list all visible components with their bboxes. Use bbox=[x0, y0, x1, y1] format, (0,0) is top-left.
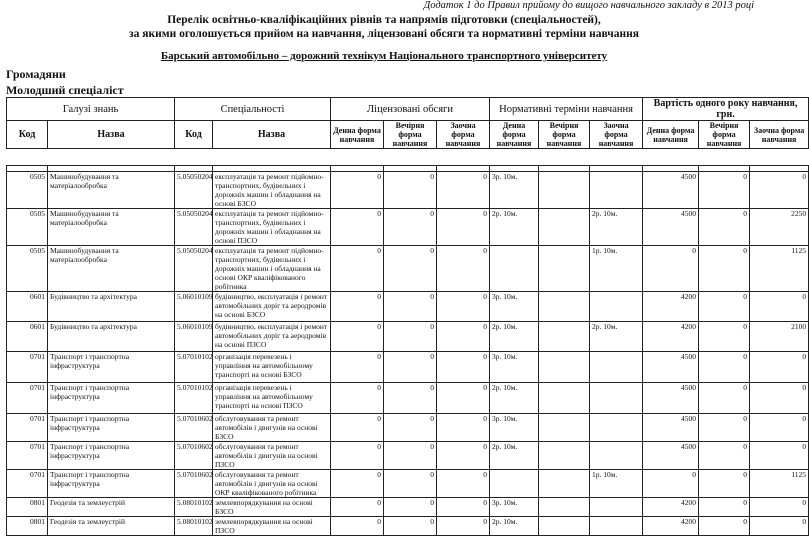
cell-cost-day: 4500 bbox=[643, 209, 699, 246]
cell-licensed-extramural: 0 bbox=[437, 322, 490, 352]
header-field-code: Код bbox=[7, 121, 48, 149]
cell-cost-extramural: 0 bbox=[750, 517, 809, 536]
cell-field-name: Машинобудування та матеріалообробка bbox=[48, 172, 175, 209]
cell-field-code: 0701 bbox=[7, 383, 48, 414]
cell-specialty-name: організація перевезень і управління на автомобільному транспорті на основі БЗСО bbox=[213, 352, 331, 383]
cell-field-name: Транспорт і транспортна інфраструктура bbox=[48, 470, 175, 498]
cell-specialty-code: 5.06010109 bbox=[175, 292, 213, 322]
cell-term-extramural bbox=[590, 352, 643, 383]
institution-name: Барський автомобільно – дорожний технікум Національного транспортного університету bbox=[160, 50, 608, 62]
cell-cost-day: 4200 bbox=[643, 292, 699, 322]
table-row bbox=[7, 209, 809, 246]
cell-licensed-extramural: 0 bbox=[437, 517, 490, 536]
cell-cost-evening: 0 bbox=[699, 209, 750, 246]
cell-licensed-extramural: 0 bbox=[437, 172, 490, 209]
cell-term-extramural bbox=[590, 172, 643, 209]
header-cost-extramural: Заочна форма навчання bbox=[750, 121, 809, 149]
cell-specialty-code: 5.08010102 bbox=[175, 498, 213, 517]
cell-field-name: Транспорт і транспортна інфраструктура bbox=[48, 414, 175, 442]
cell-cost-extramural: 0 bbox=[750, 442, 809, 470]
cell-term-day: 3р. 10м. bbox=[490, 498, 539, 517]
cell-licensed-extramural: 0 bbox=[437, 442, 490, 470]
cell-specialty-name: землевпорядкування на основі БЗСО bbox=[213, 498, 331, 517]
cell-term-extramural: 1р. 10м. bbox=[590, 470, 643, 498]
cell-licensed-evening: 0 bbox=[384, 292, 437, 322]
cell-cost-extramural: 0 bbox=[750, 172, 809, 209]
table-row bbox=[7, 383, 809, 414]
cell-licensed-extramural: 0 bbox=[437, 246, 490, 292]
cell-field-code: 0505 bbox=[7, 172, 48, 209]
header-cost: Вартість одного року навчання, грн. bbox=[643, 98, 809, 121]
table-row bbox=[7, 442, 809, 470]
table-row bbox=[7, 498, 809, 517]
cell-term-day: 2р. 10м. bbox=[490, 383, 539, 414]
cell-cost-evening: 0 bbox=[699, 172, 750, 209]
cell-term-evening bbox=[539, 322, 590, 352]
cell-cost-evening: 0 bbox=[699, 322, 750, 352]
cell-term-extramural bbox=[590, 383, 643, 414]
table-row bbox=[7, 352, 809, 383]
table-spacer bbox=[7, 149, 809, 166]
header-lic-day: Денна форма навчання bbox=[331, 121, 384, 149]
cell-cost-day: 4500 bbox=[643, 442, 699, 470]
cell-field-code: 0505 bbox=[7, 209, 48, 246]
header-field: Галузі знань bbox=[7, 98, 175, 121]
header-spec-code: Код bbox=[175, 121, 213, 149]
cell-field-name: Транспорт і транспортна інфраструктура bbox=[48, 442, 175, 470]
table-row bbox=[7, 517, 809, 536]
cell-cost-day: 4500 bbox=[643, 383, 699, 414]
document-title-line2: за якими оголошується прийом на навчання, ліцензовані обсяги та нормативні терміни навчання bbox=[129, 28, 639, 40]
cell-cost-evening: 0 bbox=[699, 498, 750, 517]
cell-licensed-day: 0 bbox=[331, 352, 384, 383]
cell-field-code: 0801 bbox=[7, 498, 48, 517]
cell-licensed-evening: 0 bbox=[384, 352, 437, 383]
cell-term-extramural: 2р. 10м. bbox=[590, 322, 643, 352]
programs-table bbox=[6, 97, 809, 536]
cell-field-name: Транспорт і транспортна інфраструктура bbox=[48, 383, 175, 414]
cell-term-evening bbox=[539, 246, 590, 292]
header-licensed: Ліцензовані обсяги bbox=[331, 98, 490, 121]
cell-specialty-name: будівництво, експлуатація і ремонт автомобільних доріг та аеродромів на основі ПЗСО bbox=[213, 322, 331, 352]
cell-term-evening bbox=[539, 442, 590, 470]
cell-field-code: 0701 bbox=[7, 442, 48, 470]
cell-cost-extramural: 0 bbox=[750, 498, 809, 517]
cell-field-name: Транспорт і транспортна інфраструктура bbox=[48, 352, 175, 383]
cell-licensed-day: 0 bbox=[331, 470, 384, 498]
cell-term-extramural: 1р. 10м. bbox=[590, 246, 643, 292]
cell-cost-evening: 0 bbox=[699, 470, 750, 498]
cell-licensed-extramural: 0 bbox=[437, 414, 490, 442]
cell-cost-extramural: 2100 bbox=[750, 322, 809, 352]
cell-licensed-evening: 0 bbox=[384, 383, 437, 414]
cell-licensed-day: 0 bbox=[331, 383, 384, 414]
cell-specialty-name: обслуговування та ремонт автомобілів і двигунів на основі ОКР кваліфікованого робітника bbox=[213, 470, 331, 498]
cell-cost-extramural: 1125 bbox=[750, 246, 809, 292]
cell-term-evening bbox=[539, 292, 590, 322]
cell-cost-day: 4200 bbox=[643, 322, 699, 352]
cell-cost-extramural: 2250 bbox=[750, 209, 809, 246]
cell-cost-day: 0 bbox=[643, 246, 699, 292]
cell-licensed-day: 0 bbox=[331, 172, 384, 209]
cell-cost-extramural: 0 bbox=[750, 383, 809, 414]
cell-term-day: 3р. 10м. bbox=[490, 414, 539, 442]
table-row bbox=[7, 246, 809, 292]
header-terms: Нормативні терміни навчання bbox=[490, 98, 643, 121]
cell-term-evening bbox=[539, 414, 590, 442]
cell-licensed-day: 0 bbox=[331, 498, 384, 517]
cell-cost-day: 4200 bbox=[643, 517, 699, 536]
header-term-extramural: Заочна форма навчання bbox=[590, 121, 643, 149]
table-row bbox=[7, 470, 809, 498]
cell-licensed-extramural: 0 bbox=[437, 470, 490, 498]
cell-licensed-extramural: 0 bbox=[437, 352, 490, 383]
cell-specialty-name: обслуговування та ремонт автомобілів і двигунів на основі БЗСО bbox=[213, 414, 331, 442]
cell-cost-day: 4500 bbox=[643, 414, 699, 442]
cell-field-name: Будівництво та архітектура bbox=[48, 322, 175, 352]
cell-field-name: Геодезія та землеустрій bbox=[48, 517, 175, 536]
cell-licensed-extramural: 0 bbox=[437, 383, 490, 414]
cell-term-evening bbox=[539, 498, 590, 517]
cell-specialty-code: 5.08010102 bbox=[175, 517, 213, 536]
cell-cost-day: 0 bbox=[643, 470, 699, 498]
header-term-evening: Вечірня форма навчання bbox=[539, 121, 590, 149]
cell-cost-day: 4200 bbox=[643, 498, 699, 517]
table-row bbox=[7, 172, 809, 209]
cell-licensed-evening: 0 bbox=[384, 172, 437, 209]
cell-term-extramural: 2р. 10м. bbox=[590, 209, 643, 246]
cell-term-evening bbox=[539, 470, 590, 498]
cell-term-day: 2р. 10м. bbox=[490, 209, 539, 246]
cell-licensed-evening: 0 bbox=[384, 322, 437, 352]
cell-term-evening bbox=[539, 172, 590, 209]
cell-cost-evening: 0 bbox=[699, 352, 750, 383]
header-term-day: Денна форма навчання bbox=[490, 121, 539, 149]
cell-cost-evening: 0 bbox=[699, 246, 750, 292]
cell-licensed-day: 0 bbox=[331, 517, 384, 536]
cell-cost-evening: 0 bbox=[699, 292, 750, 322]
cell-specialty-name: організація перевезень і управління на автомобільному транспорті на основі ПЗСО bbox=[213, 383, 331, 414]
header-cost-evening: Вечірня форма навчання bbox=[699, 121, 750, 149]
table-row bbox=[7, 292, 809, 322]
cell-field-code: 0701 bbox=[7, 352, 48, 383]
header-cost-day: Денна форма навчання bbox=[643, 121, 699, 149]
cell-licensed-day: 0 bbox=[331, 246, 384, 292]
cell-cost-extramural: 0 bbox=[750, 352, 809, 383]
cell-term-evening bbox=[539, 383, 590, 414]
cell-field-name: Геодезія та землеустрій bbox=[48, 498, 175, 517]
cell-specialty-code: 5.05050204 bbox=[175, 246, 213, 292]
cell-specialty-code: 5.05050204 bbox=[175, 209, 213, 246]
cell-field-code: 0601 bbox=[7, 292, 48, 322]
cell-term-day: 2р. 10м. bbox=[490, 517, 539, 536]
cell-licensed-evening: 0 bbox=[384, 470, 437, 498]
cell-term-extramural bbox=[590, 442, 643, 470]
table-row bbox=[7, 322, 809, 352]
cell-specialty-name: землевпорядкування на основі ПЗСО bbox=[213, 517, 331, 536]
cell-term-day bbox=[490, 470, 539, 498]
cell-cost-evening: 0 bbox=[699, 442, 750, 470]
cell-term-day: 3р. 10м. bbox=[490, 292, 539, 322]
cell-licensed-day: 0 bbox=[331, 209, 384, 246]
cell-specialty-code: 5.05050204 bbox=[175, 172, 213, 209]
cell-licensed-evening: 0 bbox=[384, 246, 437, 292]
cell-licensed-evening: 0 bbox=[384, 517, 437, 536]
cell-term-evening bbox=[539, 209, 590, 246]
cell-specialty-code: 5.07010102 bbox=[175, 352, 213, 383]
cell-field-code: 0801 bbox=[7, 517, 48, 536]
cell-field-code: 0701 bbox=[7, 414, 48, 442]
cell-field-code: 0505 bbox=[7, 246, 48, 292]
cell-field-name: Будівництво та архітектура bbox=[48, 292, 175, 322]
cell-term-day: 3р. 10м. bbox=[490, 352, 539, 383]
cell-field-name: Машинобудування та матеріалообробка bbox=[48, 246, 175, 292]
cell-specialty-name: будівництво, експлуатація і ремонт автомобільних доріг та аеродромів на основі БЗСО bbox=[213, 292, 331, 322]
cell-cost-extramural: 0 bbox=[750, 414, 809, 442]
header-lic-evening: Вечірня форма навчання bbox=[384, 121, 437, 149]
cell-specialty-name: експлуатація та ремонт підйомно-транспортних, будівельних і дорожніх машин і обладнання на основі ПЗСО bbox=[213, 209, 331, 246]
cell-licensed-evening: 0 bbox=[384, 498, 437, 517]
cell-licensed-day: 0 bbox=[331, 414, 384, 442]
header-field-name: Назва bbox=[48, 121, 175, 149]
cell-licensed-day: 0 bbox=[331, 292, 384, 322]
cell-term-day bbox=[490, 246, 539, 292]
cell-term-extramural bbox=[590, 414, 643, 442]
cell-specialty-code: 5.07010102 bbox=[175, 383, 213, 414]
cell-field-code: 0601 bbox=[7, 322, 48, 352]
cell-specialty-code: 5.06010109 bbox=[175, 322, 213, 352]
cell-field-name: Машинобудування та матеріалообробка bbox=[48, 209, 175, 246]
section-heading: Громадяни bbox=[6, 67, 66, 81]
level-heading: Молодший спеціаліст bbox=[6, 83, 124, 97]
header-lic-extramural: Заочна форма навчання bbox=[437, 121, 490, 149]
appendix-note: Додаток 1 до Правил прийому до вищого навчального закладу в 2013 році bbox=[423, 0, 754, 11]
header-specialty: Спеціальності bbox=[175, 98, 331, 121]
cell-cost-evening: 0 bbox=[699, 414, 750, 442]
cell-term-evening bbox=[539, 352, 590, 383]
cell-term-extramural bbox=[590, 498, 643, 517]
cell-cost-evening: 0 bbox=[699, 383, 750, 414]
cell-licensed-extramural: 0 bbox=[437, 292, 490, 322]
cell-licensed-evening: 0 bbox=[384, 442, 437, 470]
cell-term-day: 2р. 10м. bbox=[490, 322, 539, 352]
table-row bbox=[7, 414, 809, 442]
cell-specialty-code: 5.07010602 bbox=[175, 414, 213, 442]
document-title-line1: Перелік освітньо-кваліфікаційних рівнів та напрямів підготовки (спеціальностей), bbox=[167, 14, 601, 26]
cell-specialty-code: 5.07010602 bbox=[175, 470, 213, 498]
cell-licensed-evening: 0 bbox=[384, 414, 437, 442]
cell-cost-day: 4500 bbox=[643, 352, 699, 383]
cell-licensed-extramural: 0 bbox=[437, 498, 490, 517]
cell-licensed-extramural: 0 bbox=[437, 209, 490, 246]
cell-licensed-evening: 0 bbox=[384, 209, 437, 246]
cell-cost-extramural: 0 bbox=[750, 292, 809, 322]
cell-specialty-code: 5.07010602 bbox=[175, 442, 213, 470]
cell-cost-day: 4500 bbox=[643, 172, 699, 209]
cell-specialty-name: експлуатація та ремонт підйомно-транспортних, будівельних і дорожніх машин і обладнання на основі БЗСО bbox=[213, 172, 331, 209]
cell-cost-evening: 0 bbox=[699, 517, 750, 536]
cell-specialty-name: обслуговування та ремонт автомобілів і двигунів на основі ПЗСО bbox=[213, 442, 331, 470]
cell-term-extramural bbox=[590, 292, 643, 322]
header-spec-name: Назва bbox=[213, 121, 331, 149]
cell-licensed-day: 0 bbox=[331, 322, 384, 352]
cell-term-evening bbox=[539, 517, 590, 536]
cell-term-day: 3р. 10м. bbox=[490, 172, 539, 209]
cell-term-extramural bbox=[590, 517, 643, 536]
cell-specialty-name: експлуатація та ремонт підйомно-транспортних, будівельних і дорожніх машин і обладнання на основі ОКР кваліфікованого робітника bbox=[213, 246, 331, 292]
cell-term-day: 2р. 10м. bbox=[490, 442, 539, 470]
cell-field-code: 0701 bbox=[7, 470, 48, 498]
cell-licensed-day: 0 bbox=[331, 442, 384, 470]
cell-cost-extramural: 1125 bbox=[750, 470, 809, 498]
